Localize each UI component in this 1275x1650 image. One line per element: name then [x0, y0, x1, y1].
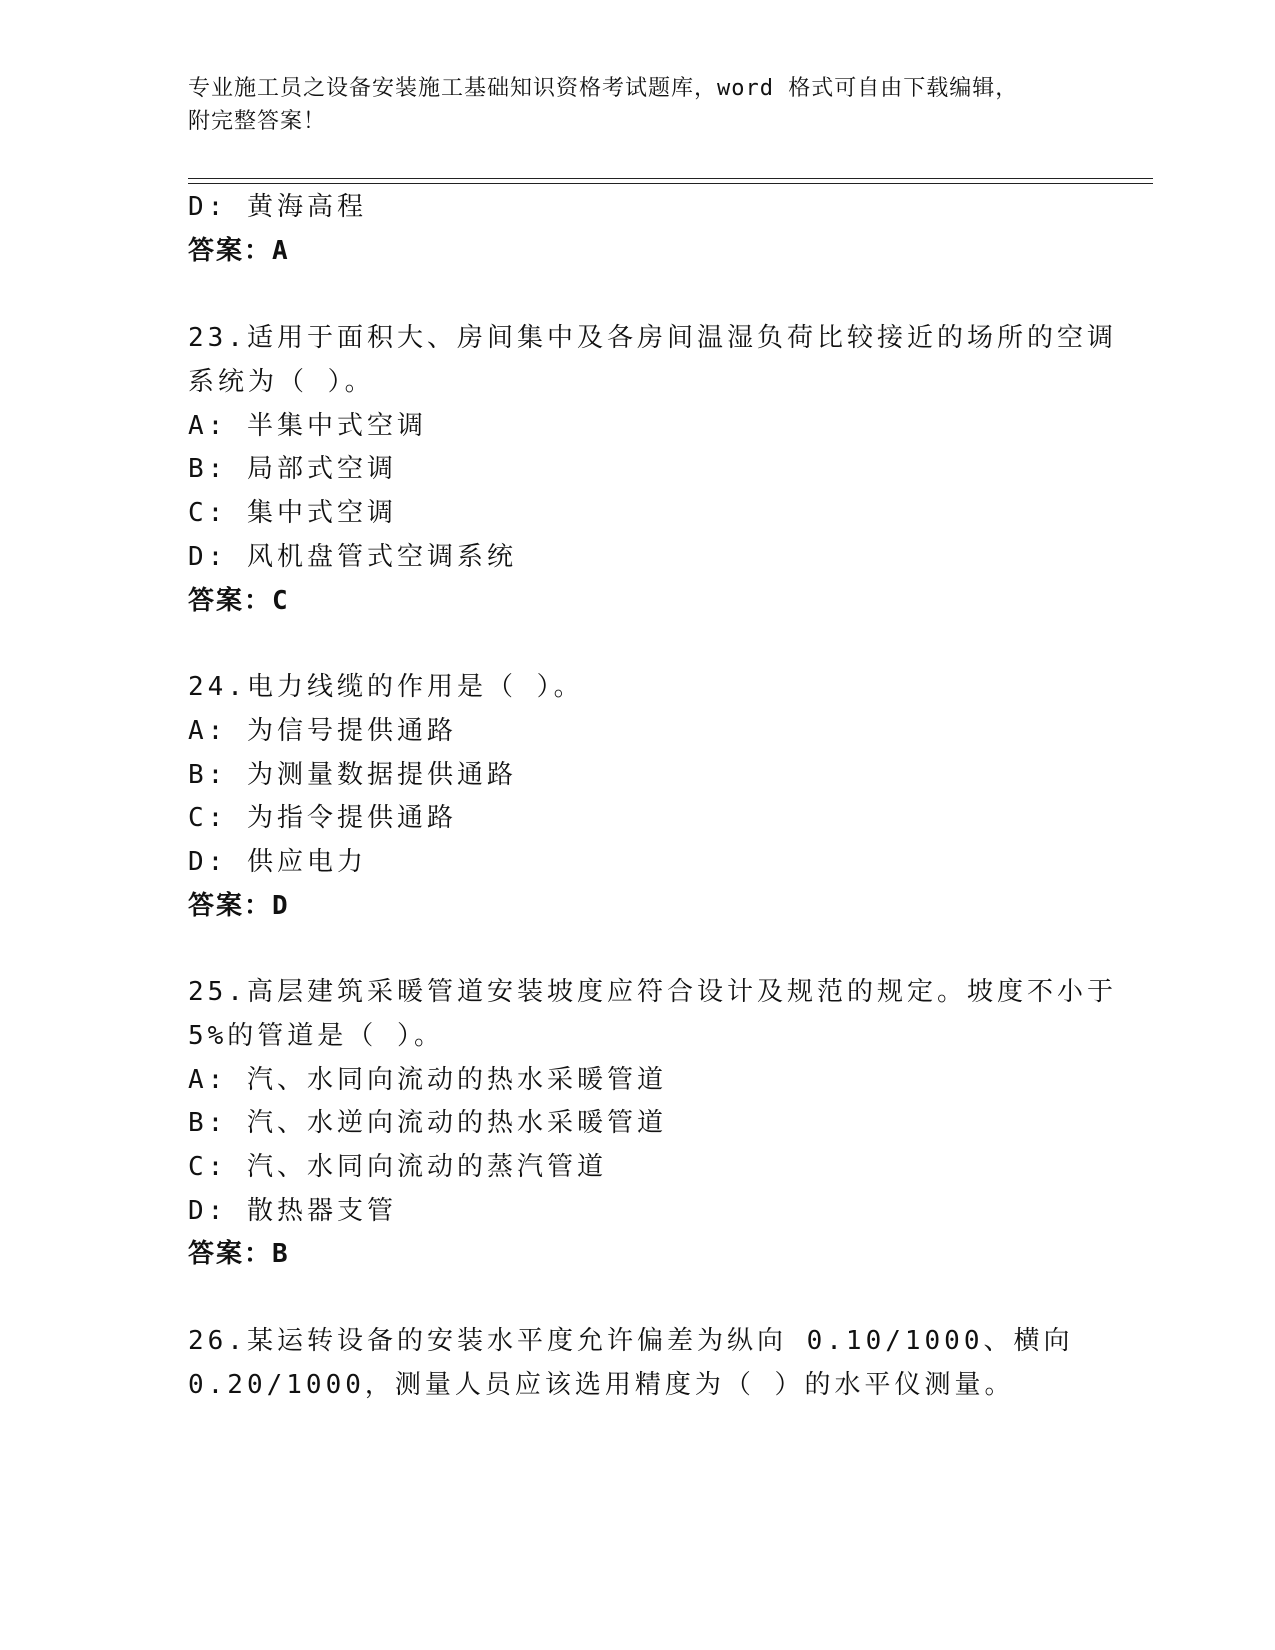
- question-23-stem-line2: 系统为（ ）。: [188, 367, 375, 397]
- question-25-option-b: B: 汽、水逆向流动的热水采暖管道: [188, 1108, 667, 1138]
- header-divider-top: [188, 178, 1153, 179]
- question-25-option-a: A: 汽、水同向流动的热水采暖管道: [188, 1065, 667, 1095]
- question-24-option-a: A: 为信号提供通路: [188, 716, 457, 746]
- question-25-stem-line2: 5%的管道是（ ）。: [188, 1021, 444, 1051]
- document-header: 专业施工员之设备安装施工基础知识资格考试题库，word 格式可自由下载编辑， 附完整答案！: [188, 76, 1019, 134]
- question-24-answer: 答案：D: [188, 891, 290, 921]
- question-25-answer: 答案：B: [188, 1239, 290, 1269]
- question-25-option-c: C: 汽、水同向流动的蒸汽管道: [188, 1152, 607, 1182]
- prev-question-option-d: D: 黄海高程: [188, 192, 367, 222]
- question-24-option-c: C: 为指令提供通路: [188, 803, 457, 833]
- prev-question-answer: 答案：A: [188, 236, 290, 266]
- question-25-stem-line1: 25.高层建筑采暖管道安装坡度应符合设计及规范的规定。坡度不小于: [188, 977, 1117, 1007]
- question-23-stem-line1: 23.适用于面积大、房间集中及各房间温湿负荷比较接近的场所的空调: [188, 323, 1117, 353]
- question-24-stem-line1: 24.电力线缆的作用是（ ）。: [188, 672, 584, 702]
- question-23-answer: 答案：C: [188, 586, 290, 616]
- question-26-stem-line2: 0.20/1000，测量人员应该选用精度为（ ）的水平仪测量。: [188, 1370, 1015, 1400]
- question-23-option-d: D: 风机盘管式空调系统: [188, 542, 517, 572]
- question-23-option-c: C: 集中式空调: [188, 498, 397, 528]
- question-23-option-a: A: 半集中式空调: [188, 411, 427, 441]
- question-24-option-d: D: 供应电力: [188, 847, 367, 877]
- header-divider-bottom: [188, 183, 1153, 184]
- question-23-option-b: B: 局部式空调: [188, 454, 397, 484]
- question-24-option-b: B: 为测量数据提供通路: [188, 760, 517, 790]
- question-26-stem-line1: 26.某运转设备的安装水平度允许偏差为纵向 0.10/1000、横向: [188, 1326, 1074, 1356]
- question-25-option-d: D: 散热器支管: [188, 1196, 397, 1226]
